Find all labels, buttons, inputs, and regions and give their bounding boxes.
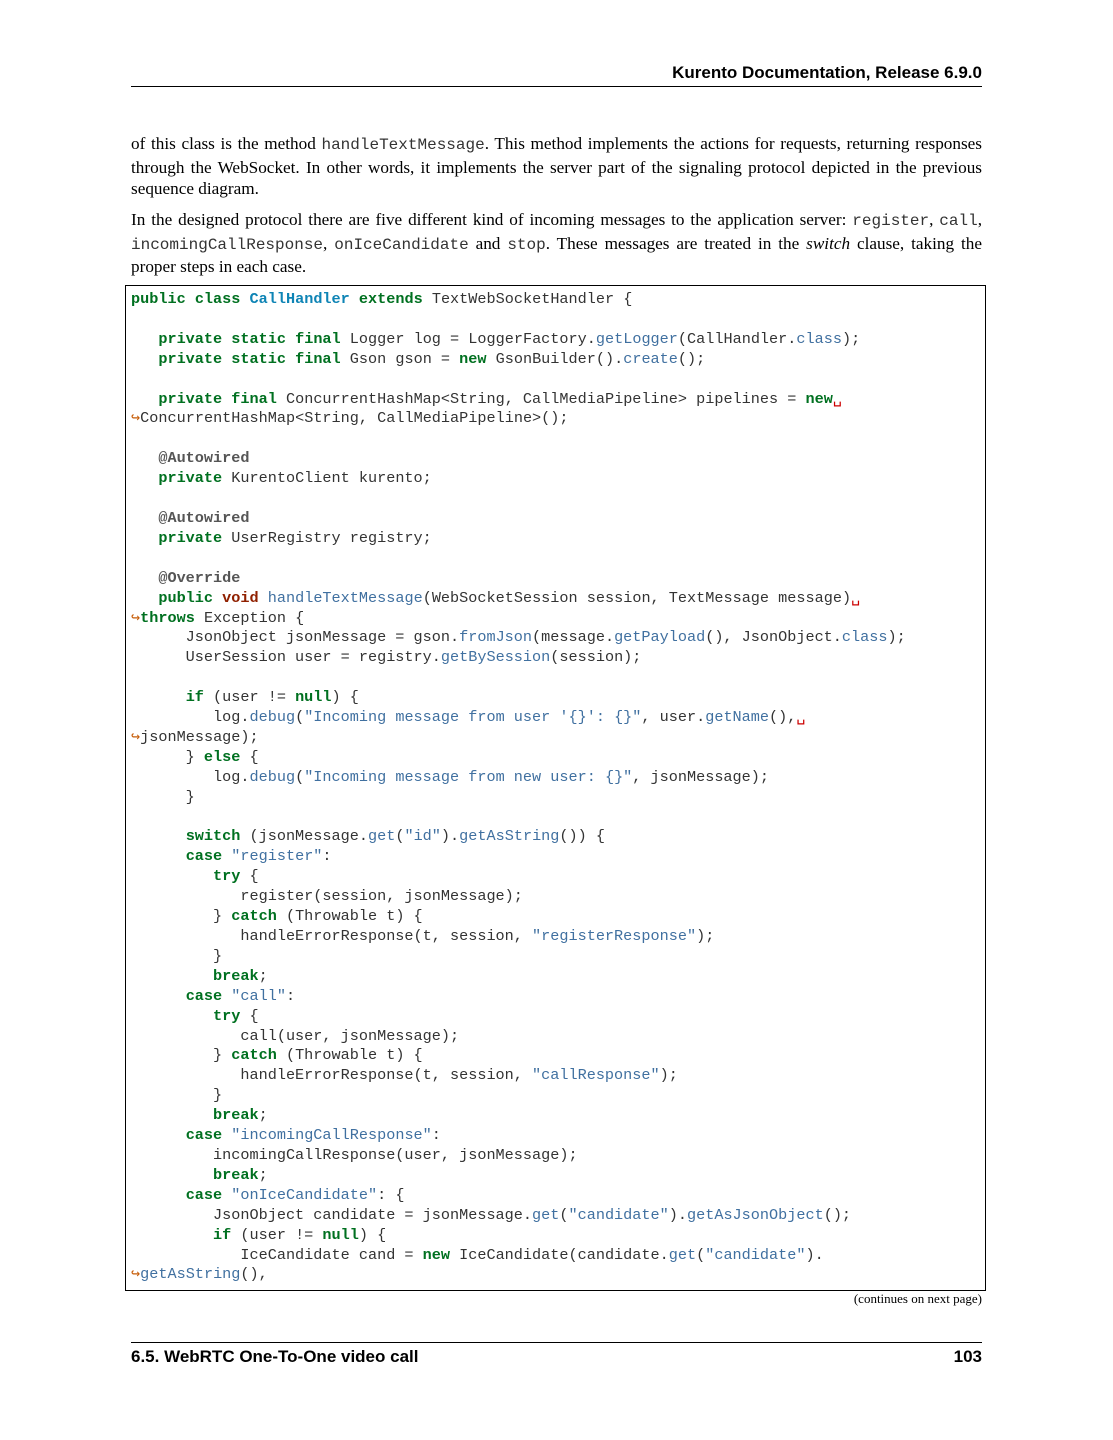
code-token: getAsJsonObject (686, 1205, 824, 1224)
code-token: void (222, 588, 259, 607)
code-token (131, 589, 158, 607)
code-token: private (158, 329, 223, 348)
code-token: ). (668, 1205, 687, 1224)
code-token: handleTextMessage (267, 588, 423, 607)
code-line (131, 668, 906, 688)
code-line (131, 549, 906, 569)
code-line (131, 509, 906, 529)
code-line (131, 569, 906, 589)
code-token: throws (140, 608, 195, 627)
code-token: switch (185, 827, 241, 846)
code-token: (session); (550, 648, 642, 667)
code-token: (CallHandler. (677, 329, 797, 348)
code-token: (jsonMessage. (240, 827, 368, 846)
code-token: create (623, 349, 678, 368)
code-token: get (668, 1245, 697, 1264)
code-line (131, 290, 906, 310)
code-token: : (285, 986, 296, 1005)
code-token: } (131, 787, 195, 806)
code-line (131, 390, 906, 410)
inline-code-onIceCandidate: onIceCandidate (334, 235, 469, 254)
code-line (131, 310, 906, 330)
code-token: Gson gson = (340, 349, 460, 368)
code-token: getAsString (140, 1265, 241, 1284)
code-token: ␣ (851, 588, 861, 607)
code-token: extends (358, 290, 423, 308)
code-token (222, 987, 231, 1005)
code-token: ␣ (796, 708, 806, 727)
code-line (131, 1007, 906, 1027)
inline-code-incomingCallResponse: incomingCallResponse (131, 235, 324, 254)
code-token: ; (258, 1165, 268, 1184)
code-token: UserRegistry registry; (222, 528, 432, 547)
code-token (240, 290, 249, 308)
code-token: } (131, 946, 223, 965)
code-token: getPayload (614, 628, 706, 647)
code-token: ); (696, 927, 715, 945)
code-token (259, 589, 268, 607)
code-token: ); (887, 628, 906, 647)
code-token: case (185, 1185, 223, 1204)
code-token: catch (231, 907, 277, 926)
code-token: ()) { (559, 827, 605, 846)
code-token (131, 827, 186, 845)
continues-note: (continues on next page) (853, 1291, 982, 1306)
code-token (131, 688, 186, 706)
code-token: { (240, 867, 259, 886)
code-line (131, 827, 906, 847)
code-token: (WebSocketSession session, TextMessage message) (422, 588, 852, 607)
code-token: getAsString (459, 827, 560, 846)
code-token: IceCandidate cand = (131, 1245, 423, 1264)
code-token: (), (769, 708, 797, 727)
code-token: break (213, 1165, 259, 1184)
code-token: handleErrorResponse(t, session, (131, 1066, 533, 1085)
code-token: log. (131, 708, 250, 727)
code-token: (message. (532, 628, 615, 647)
code-line (131, 589, 906, 609)
code-token: private (158, 469, 223, 488)
code-token: TextWebSocketHandler { (422, 290, 633, 308)
code-token: ). (805, 1245, 824, 1264)
code-token: ↪ (131, 409, 141, 428)
code-token (131, 529, 158, 547)
code-token: ↪ (131, 608, 141, 627)
code-line (131, 867, 906, 887)
code-token (131, 1126, 186, 1144)
code-line (131, 808, 906, 828)
code-token (131, 867, 213, 885)
code-token: ↪ (131, 1265, 141, 1284)
code-token: JsonObject candidate = jsonMessage. (131, 1205, 533, 1224)
code-token: UserSession user = registry. (131, 648, 441, 667)
code-token: IceCandidate(candidate. (450, 1245, 669, 1264)
code-token: new (422, 1245, 450, 1264)
inline-code-stop: stop (507, 235, 546, 254)
code-token: getName (705, 708, 770, 727)
code-token: ( (696, 1245, 706, 1264)
code-token (222, 330, 231, 348)
code-token (131, 1166, 213, 1184)
code-token: private (158, 389, 223, 408)
code-token: { (240, 747, 259, 766)
code-line (131, 1226, 906, 1246)
code-token: try (213, 867, 241, 886)
code-token: final (295, 329, 341, 348)
code-line (131, 370, 906, 390)
code-token: "id" (404, 827, 441, 846)
code-token: KurentoClient kurento; (222, 469, 432, 488)
code-token: : (322, 847, 332, 866)
code-token: log. (131, 767, 250, 786)
code-token: (Throwable t) { (276, 907, 423, 926)
code-token (131, 1007, 213, 1025)
code-line (131, 947, 906, 967)
code-token: @Autowired (158, 449, 250, 468)
code-line (131, 1186, 906, 1206)
code-token: "callResponse" (532, 1066, 660, 1085)
code-token (213, 589, 222, 607)
code-token: "candidate" (705, 1245, 806, 1264)
code-token: "incomingCallResponse" (231, 1126, 432, 1145)
code-token: : { (377, 1185, 405, 1204)
code-line (131, 1206, 906, 1226)
code-token: } (131, 907, 232, 926)
code-line (131, 788, 906, 808)
code-token: class (194, 290, 241, 308)
code-line (131, 1027, 906, 1047)
page-number: 103 (953, 1347, 982, 1366)
code-line (131, 449, 906, 469)
code-token: final (231, 389, 277, 408)
code-token (222, 1126, 231, 1144)
code-line (131, 927, 906, 947)
code-token (131, 967, 213, 985)
code-token: class (841, 628, 888, 647)
code-token: ); (659, 1066, 678, 1085)
code-token: } (131, 747, 204, 766)
inline-code-register: register (852, 212, 930, 230)
code-token: case (185, 1126, 223, 1145)
code-token: debug (249, 708, 296, 727)
code-token: : (431, 1126, 441, 1145)
code-token: static (231, 349, 286, 368)
code-listing (131, 290, 906, 1285)
code-token: } (131, 1086, 223, 1105)
code-token: GsonBuilder(). (486, 349, 624, 368)
code-token: public (158, 588, 214, 607)
code-token: ) { (331, 688, 359, 707)
code-token: @Override (158, 568, 241, 587)
code-token (131, 847, 186, 865)
code-token: break (213, 966, 259, 985)
code-token: (), JsonObject. (705, 628, 842, 647)
code-line (131, 648, 906, 668)
code-token (131, 449, 158, 467)
code-token (131, 390, 158, 408)
code-token (350, 290, 359, 308)
code-token: public (131, 290, 186, 308)
code-token: jsonMessage); (140, 727, 259, 746)
code-token: case (185, 986, 223, 1005)
code-token: (), (240, 1265, 268, 1284)
code-line (131, 967, 906, 987)
code-token: private (158, 528, 223, 547)
code-token: getBySession (440, 648, 551, 667)
code-token (286, 330, 295, 348)
code-token: (user != (231, 1225, 323, 1244)
code-line (131, 409, 906, 429)
code-line (131, 768, 906, 788)
code-token: null (295, 688, 332, 707)
code-line (131, 987, 906, 1007)
code-token: "Incoming message from user '{}': {}" (304, 708, 642, 727)
code-token: ( (295, 767, 305, 786)
running-header (131, 60, 982, 87)
code-token: null (322, 1225, 359, 1244)
code-line (131, 628, 906, 648)
code-token (131, 987, 186, 1005)
code-token (186, 290, 195, 308)
code-token (131, 1186, 186, 1204)
code-token: (Throwable t) { (276, 1046, 423, 1065)
code-token (222, 390, 231, 408)
code-token: incomingCallResponse(user, jsonMessage); (131, 1145, 578, 1164)
code-line (131, 609, 906, 629)
code-token: @Autowired (158, 508, 250, 527)
code-token: Logger log = LoggerFactory. (340, 329, 596, 348)
body-paragraph-1: of this class is the method handleTextMessage. This method implements the actions for requests, returning responses through the WebSocket. In other words, it implements the server part of the signaling protocol depicted in the previous sequence diagram. (131, 134, 982, 198)
code-token: ConcurrentHashMap<String, CallMediaPipeline> pipelines = (276, 389, 806, 408)
code-token: (); (677, 349, 706, 368)
code-token: ( (395, 827, 405, 846)
code-line (131, 1146, 906, 1166)
code-token: final (295, 349, 341, 368)
code-token: else (203, 747, 241, 766)
code-token: try (213, 1006, 241, 1025)
code-token: new (459, 349, 487, 368)
code-token (131, 350, 158, 368)
code-token: ). (440, 827, 460, 846)
code-token: new (805, 389, 833, 408)
code-block[interactable] (125, 285, 986, 1291)
code-line (131, 708, 906, 728)
code-token: case (185, 847, 223, 866)
body-paragraph-2: In the designed protocol there are five different kind of incoming messages to the application server: register, call, incomingCallResponse, onIceCandidate and stop. These messages are treated in the switch clause, taking the proper steps in each case. (131, 210, 983, 276)
code-line (131, 887, 906, 907)
code-token: ( (559, 1205, 569, 1224)
code-token: } (131, 1046, 232, 1065)
code-token: CallHandler (249, 290, 350, 308)
code-token: debug (249, 767, 296, 786)
code-token (131, 1226, 213, 1244)
code-token: { (240, 1006, 259, 1025)
code-line (131, 1066, 906, 1086)
code-token: fromJson (459, 628, 533, 647)
code-token (131, 1106, 213, 1124)
code-token (131, 469, 158, 487)
code-line (131, 429, 906, 449)
code-token: static (231, 329, 286, 348)
code-token (222, 350, 231, 368)
code-line (131, 728, 906, 748)
code-token: "Incoming message from new user: {}" (304, 767, 633, 786)
code-line (131, 1246, 906, 1266)
code-token: ; (258, 966, 268, 985)
code-line (131, 1126, 906, 1146)
code-token: ↪ (131, 727, 141, 746)
code-token: (); (823, 1205, 852, 1224)
code-token: , jsonMessage); (632, 767, 770, 786)
code-token (286, 350, 295, 368)
code-line (131, 907, 906, 927)
code-token: JsonObject jsonMessage = gson. (131, 628, 460, 647)
code-token: class (796, 329, 842, 348)
code-token: catch (231, 1046, 277, 1065)
code-token: ) { (358, 1225, 387, 1244)
code-token (131, 330, 158, 348)
code-token: ␣ (832, 389, 842, 408)
document-title: Kurento Documentation, Release 6.9.0 (672, 63, 982, 82)
code-line (131, 1166, 906, 1186)
code-token (131, 509, 158, 527)
code-token: "candidate" (568, 1205, 669, 1224)
code-line (131, 748, 906, 768)
code-token: "registerResponse" (532, 927, 697, 945)
code-token: , user. (641, 708, 706, 727)
emphasis-switch: switch (806, 233, 851, 253)
code-line (131, 688, 906, 708)
code-line (131, 847, 906, 867)
code-token: break (213, 1106, 259, 1125)
code-token: ); (841, 329, 861, 348)
code-token: (user != (203, 688, 296, 707)
code-token: call(user, jsonMessage); (131, 1026, 460, 1045)
running-footer (131, 1342, 982, 1371)
code-token: Exception { (194, 608, 305, 627)
code-line (131, 1265, 906, 1285)
code-line (131, 529, 906, 549)
code-line (131, 469, 906, 489)
code-token (222, 1186, 231, 1204)
code-token: ConcurrentHashMap<String, CallMediaPipeline>(); (140, 409, 569, 428)
code-token: ( (295, 708, 305, 727)
code-token: get (367, 827, 396, 846)
code-line (131, 1046, 906, 1066)
code-token: getLogger (595, 329, 678, 348)
code-token: private (158, 349, 223, 368)
code-token: "call" (231, 986, 286, 1005)
code-token: if (185, 688, 204, 707)
code-token: ; (258, 1106, 268, 1125)
inline-code-call: call (939, 212, 978, 230)
code-token: "register" (231, 847, 323, 866)
code-token: register(session, jsonMessage); (131, 887, 523, 906)
code-token: handleErrorResponse(t, session, (131, 927, 533, 945)
inline-code-handleTextMessage: handleTextMessage (321, 136, 485, 154)
code-line (131, 489, 906, 509)
code-token (222, 847, 231, 865)
code-line (131, 1086, 906, 1106)
code-line (131, 1106, 906, 1126)
code-token: get (532, 1205, 560, 1224)
section-title: 6.5. WebRTC One-To-One video call (131, 1347, 419, 1366)
code-line (131, 350, 906, 370)
code-token: if (213, 1225, 232, 1244)
code-token (131, 569, 158, 587)
code-line (131, 330, 906, 350)
code-token: "onIceCandidate" (231, 1185, 378, 1204)
